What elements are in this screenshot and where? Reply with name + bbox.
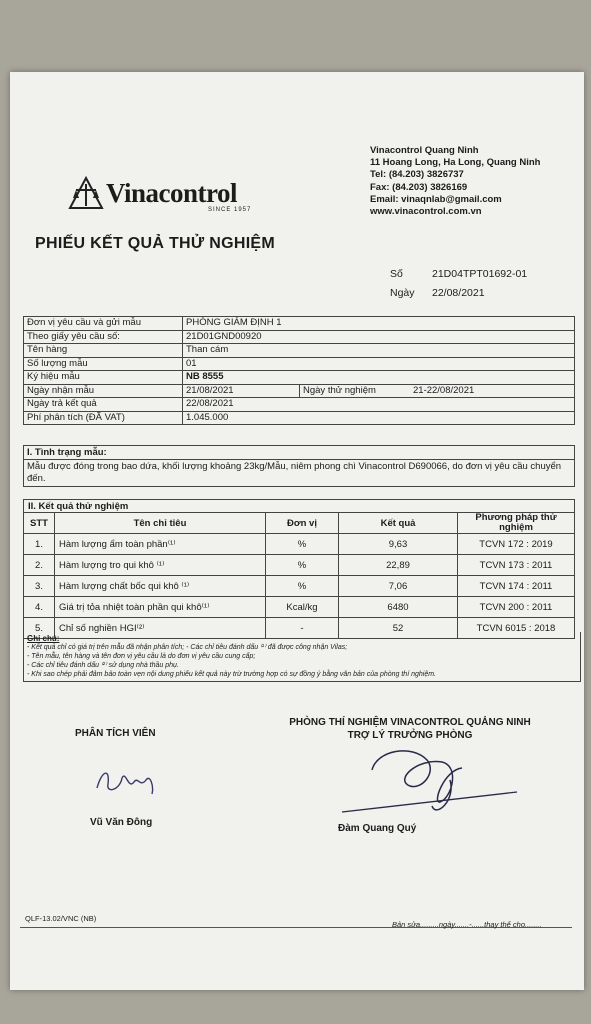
info-label: Tên hàng	[24, 344, 183, 358]
row-unit: Kcal/kg	[266, 597, 339, 618]
results-header-row	[24, 513, 575, 534]
sample-info-table	[23, 316, 575, 425]
so-value: 21D04TPT01692-01	[432, 268, 528, 280]
ngay-value: 22/08/2021	[432, 287, 485, 299]
notes-title: Ghi chú:	[27, 634, 60, 643]
info-row	[24, 330, 575, 344]
row-stt: 5.	[24, 618, 55, 639]
note-line: - Kết quả chỉ có giá trị trên mẫu đã nhận phân tích; - Các chỉ tiêu đánh dấu ⁽¹⁾ đã được công nhận Vilas;	[27, 644, 348, 651]
info-row	[24, 357, 575, 371]
row-name: Giá trị tỏa nhiệt toàn phần qui khô⁽¹⁾	[55, 597, 266, 618]
document-page	[10, 72, 584, 990]
row-name: Chỉ số nghiền HGI⁽²⁾	[55, 618, 266, 639]
vinacontrol-logo	[68, 176, 268, 226]
manager-name: Đàm Quang Quý	[338, 823, 417, 834]
info-value: PHÒNG GIÁM ĐỊNH 1	[183, 317, 575, 331]
row-stt: 3.	[24, 576, 55, 597]
info-value: 01	[183, 357, 575, 371]
document-title: PHIẾU KẾT QUẢ THỬ NGHIỆM	[35, 235, 276, 252]
note-line: - Khi sao chép phải đảm bảo toàn vẹn nội dung phiếu kết quả này trừ trường hợp có sự đồng ý bằng văn bản của phòng thí nghiệm.	[27, 671, 436, 678]
address-line: Fax: (84.203) 3826169	[370, 181, 468, 193]
row-stt: 2.	[24, 555, 55, 576]
section2-heading: II. Kết quả thử nghiệm	[24, 500, 575, 513]
row-stt: 4.	[24, 597, 55, 618]
row-method: TCVN 172 : 2019	[458, 534, 575, 555]
section2-heading-row	[24, 500, 575, 513]
row-method: TCVN 173 : 2011	[458, 555, 575, 576]
info-label: Ngày nhận mẫu	[24, 384, 183, 398]
row-result: 52	[339, 618, 458, 639]
table-row	[24, 555, 575, 576]
test-date-label: Ngày thử nghiệm	[303, 384, 376, 396]
row-unit: %	[266, 555, 339, 576]
info-row	[24, 384, 575, 398]
address-line: 11 Hoang Long, Ha Long, Quang Ninh	[370, 157, 541, 169]
company-address	[370, 145, 540, 218]
section1-heading: I. Tình trạng mẫu:	[24, 446, 574, 460]
ngay-label: Ngày	[390, 287, 415, 299]
test-date-cell	[300, 384, 575, 398]
so-label: Số	[390, 268, 403, 280]
analyst-name: Vũ Văn Đông	[90, 817, 153, 828]
info-label: Số lượng mẫu	[24, 357, 183, 371]
assistant-title: TRỢ LÝ TRƯỞNG PHÒNG	[347, 730, 473, 741]
document-number-block	[390, 265, 527, 303]
info-value: 21/08/2021	[183, 384, 300, 398]
address-line: Email: vinaqnlab@gmail.com	[370, 193, 502, 205]
lab-role	[275, 716, 545, 742]
logo-since: SINCE 1957	[208, 207, 252, 213]
info-label: Ngày trả kết quả	[24, 398, 183, 412]
row-method: TCVN 200 : 2011	[458, 597, 575, 618]
info-row	[24, 398, 575, 412]
table-row	[24, 534, 575, 555]
col-header: Tên chỉ tiêu	[55, 513, 266, 534]
scales-emblem-icon	[68, 176, 104, 210]
info-label: Theo giấy yêu cầu số:	[24, 330, 183, 344]
table-row	[24, 576, 575, 597]
address-line: www.vinacontrol.com.vn	[370, 206, 482, 218]
row-stt: 1.	[24, 534, 55, 555]
info-label: Đơn vị yêu cầu và gửi mẫu	[24, 317, 183, 331]
info-value: NB 8555	[183, 371, 575, 385]
lab-name: PHÒNG THÍ NGHIỆM VINACONTROL QUẢNG NINH	[289, 717, 531, 728]
row-result: 7,06	[339, 576, 458, 597]
test-date-value: 21-22/08/2021	[413, 384, 475, 396]
info-value: 22/08/2021	[183, 398, 575, 412]
row-unit: %	[266, 576, 339, 597]
col-header: STT	[24, 513, 55, 534]
sample-condition-section	[23, 445, 575, 487]
section1-body: Mẫu được đóng trong bao dứa, khối lượng khoảng 23kg/Mẫu, niêm phong chì Vinacontrol D690066, do đơn vị yêu cầu chuyển đến.	[27, 461, 562, 484]
notes-section	[23, 632, 581, 682]
row-name: Hàm lượng tro qui khô ⁽¹⁾	[55, 555, 266, 576]
info-row	[24, 371, 575, 385]
info-label: Ký hiệu mẫu	[24, 371, 183, 385]
results-table	[23, 499, 575, 639]
row-method: TCVN 174 : 2011	[458, 576, 575, 597]
address-line: Vinacontrol Quang Ninh	[370, 145, 479, 156]
row-name: Hàm lượng ẩm toàn phần⁽¹⁾	[55, 534, 266, 555]
note-line: - Tên mẫu, tên hàng và tên đơn vị yêu cầu là do đơn vị yêu cầu cung cấp;	[27, 653, 256, 660]
row-method: TCVN 6015 : 2018	[458, 618, 575, 639]
row-result: 9,63	[339, 534, 458, 555]
revision-note: Bản sửa.........ngày.......-......thay thế cho........	[392, 920, 542, 929]
col-header: Phương pháp thử nghiệm	[458, 513, 575, 534]
manager-signature-icon	[332, 740, 522, 820]
info-row	[24, 344, 575, 358]
form-code: QLF-13.02/VNC (NB)	[25, 914, 97, 923]
col-header: Đơn vị	[266, 513, 339, 534]
row-result: 6480	[339, 597, 458, 618]
info-value: Than cám	[183, 344, 575, 358]
note-line: - Các chỉ tiêu đánh dấu ⁽²⁾ sử dụng nhà thầu phụ.	[27, 662, 179, 669]
info-label: Phí phân tích (ĐÃ VAT)	[24, 411, 183, 425]
col-header: Kết quả	[339, 513, 458, 534]
info-row	[24, 317, 575, 331]
row-unit: %	[266, 534, 339, 555]
row-result: 22,89	[339, 555, 458, 576]
info-row	[24, 411, 575, 425]
row-name: Hàm lượng chất bốc qui khô ⁽¹⁾	[55, 576, 266, 597]
info-value: 21D01GND00920	[183, 330, 575, 344]
analyst-signature-icon	[92, 760, 162, 800]
address-line: Tel: (84.203) 3826737	[370, 169, 464, 181]
info-value: 1.045.000	[183, 411, 575, 425]
logo-text: Vinacontrol	[106, 178, 238, 208]
table-row	[24, 597, 575, 618]
row-unit: -	[266, 618, 339, 639]
analyst-role: PHÂN TÍCH VIÊN	[75, 728, 156, 739]
